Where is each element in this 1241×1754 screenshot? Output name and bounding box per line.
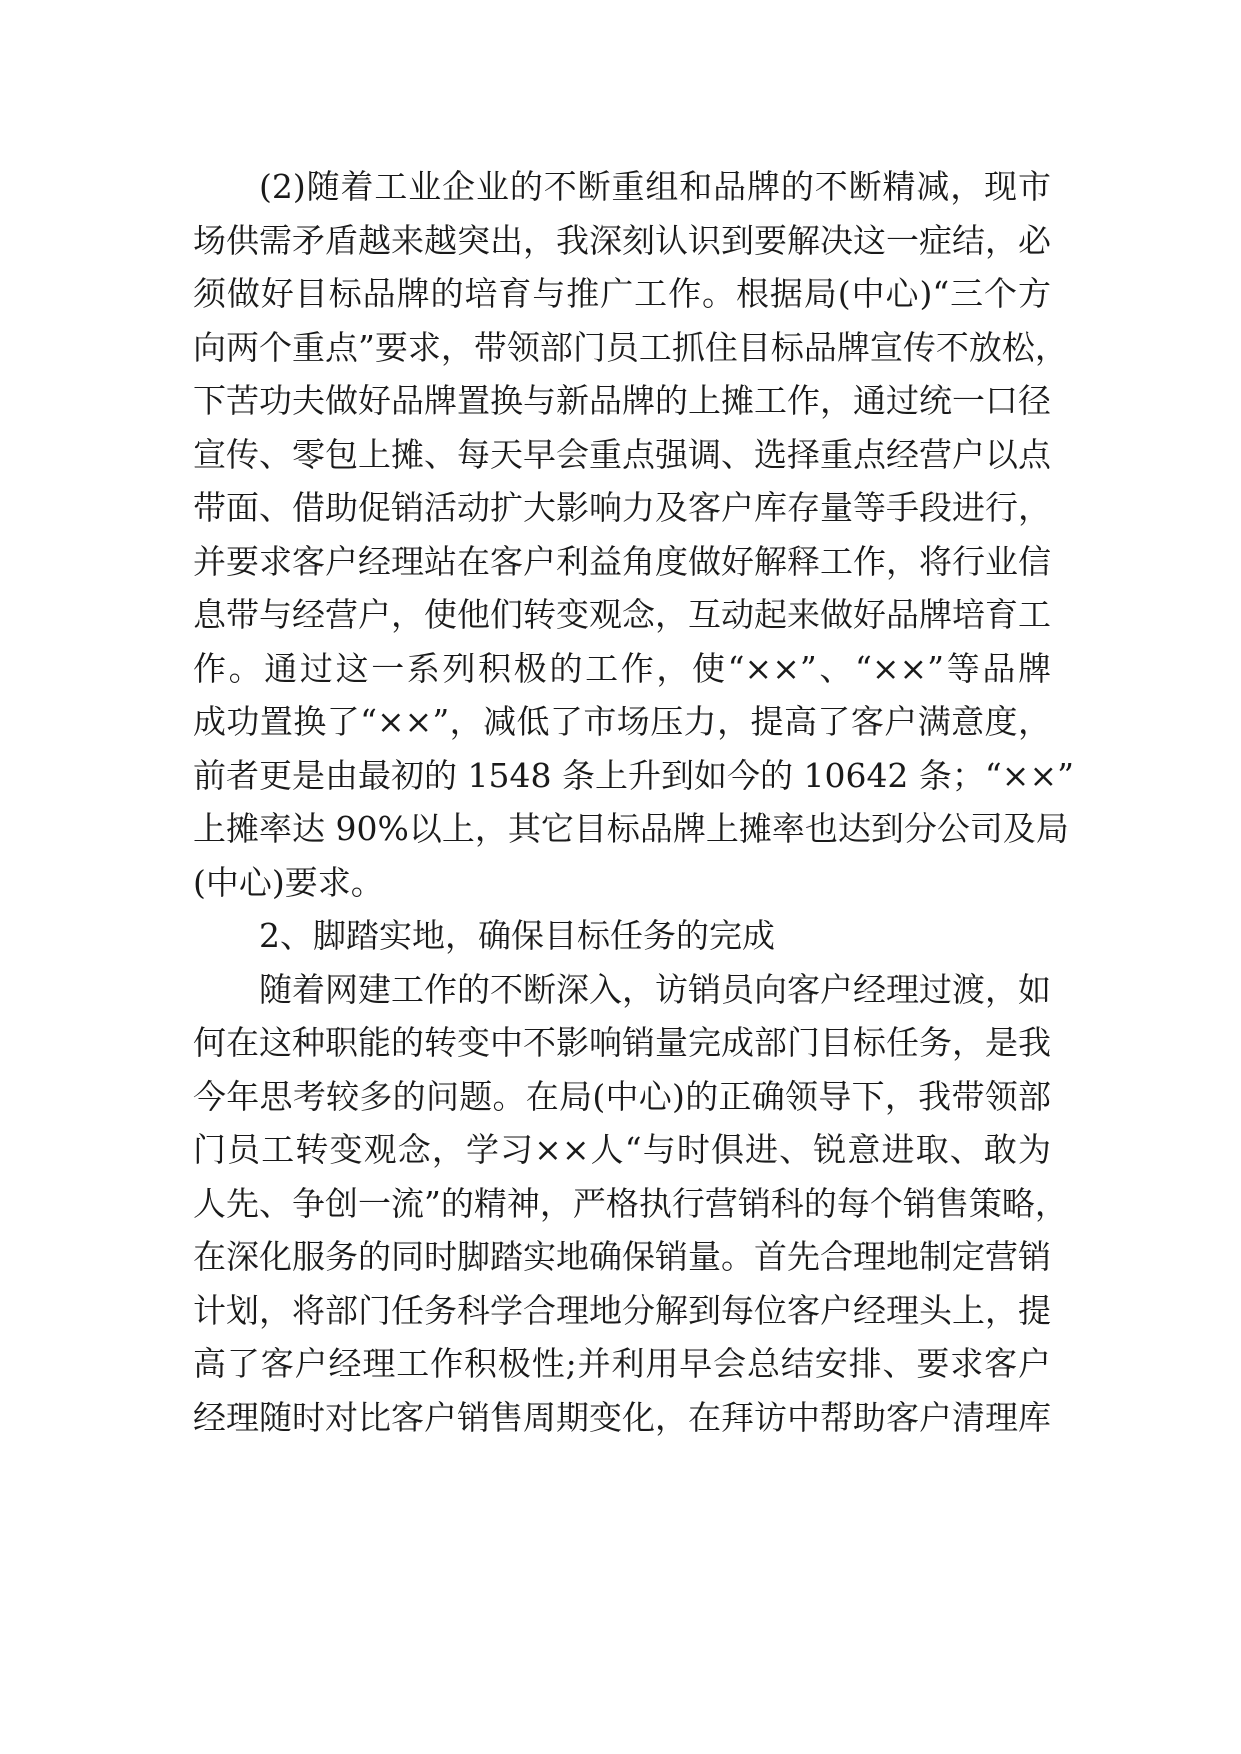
text-line: (2)随着工业企业的不断重组和品牌的不断精减，现市: [259, 167, 1051, 206]
text-line: 人先、争创一流”的精神，严格执行营销科的每个销售策略，: [193, 1183, 1068, 1223]
text-line: 高了客户经理工作积极性;并利用早会总结安排、要求客户: [193, 1344, 1051, 1383]
text-line: 经理随时对比客户销售周期变化，在拜访中帮助客户清理库: [193, 1397, 1051, 1437]
text-line: 在深化服务的同时脚踏实地确保销量。首先合理地制定营销: [193, 1237, 1051, 1276]
text-line: (中心)要求。: [193, 862, 384, 902]
text-line: 场供需矛盾越来越突出，我深刻认识到要解决这一症结，必: [193, 220, 1051, 260]
text-line: 息带与经营户，使他们转变观念，互动起来做好品牌培育工: [193, 595, 1051, 634]
text-line: 下苦功夫做好品牌置换与新品牌的上摊工作，通过统一口径: [193, 381, 1051, 420]
text-line: 带面、借助促销活动扩大影响力及客户库存量等手段进行，: [193, 488, 1051, 527]
text-line: 随着网建工作的不断深入，访销员向客户经理过渡，如: [259, 969, 1051, 1009]
section-heading: 2、脚踏实地，确保目标任务的完成: [259, 916, 775, 955]
text-line: 须做好目标品牌的培育与推广工作。根据局(中心)“三个方: [193, 274, 1051, 313]
text-line: 并要求客户经理站在客户利益角度做好解释工作，将行业信: [193, 541, 1051, 581]
text-line: 何在这种职能的转变中不影响销量完成部门目标任务，是我: [193, 1023, 1051, 1062]
text-line: 计划，将部门任务科学合理地分解到每位客户经理头上，提: [193, 1290, 1051, 1330]
text-line: 作。通过这一系列积极的工作，使“××”、“××”等品牌: [193, 648, 1051, 688]
text-line: 上摊率达 90%以上，其它目标品牌上摊率也达到分公司及局: [193, 809, 1069, 848]
text-line: 成功置换了“××”，减低了市场压力，提高了客户满意度，: [193, 702, 1051, 741]
document-body: [193, 160, 1074, 1444]
text-line: 前者更是由最初的 1548 条上升到如今的 10642 条；“××”: [193, 755, 1074, 795]
text-line: 门员工转变观念，学习××人“与时俱进、锐意进取、敢为: [193, 1130, 1051, 1169]
text-line: 向两个重点”要求，带领部门员工抓住目标品牌宣传不放松，: [193, 327, 1068, 367]
text-line: 今年思考较多的问题。在局(中心)的正确领导下，我带领部: [193, 1076, 1051, 1116]
text-line: 宣传、零包上摊、每天早会重点强调、选择重点经营户以点: [193, 434, 1051, 474]
